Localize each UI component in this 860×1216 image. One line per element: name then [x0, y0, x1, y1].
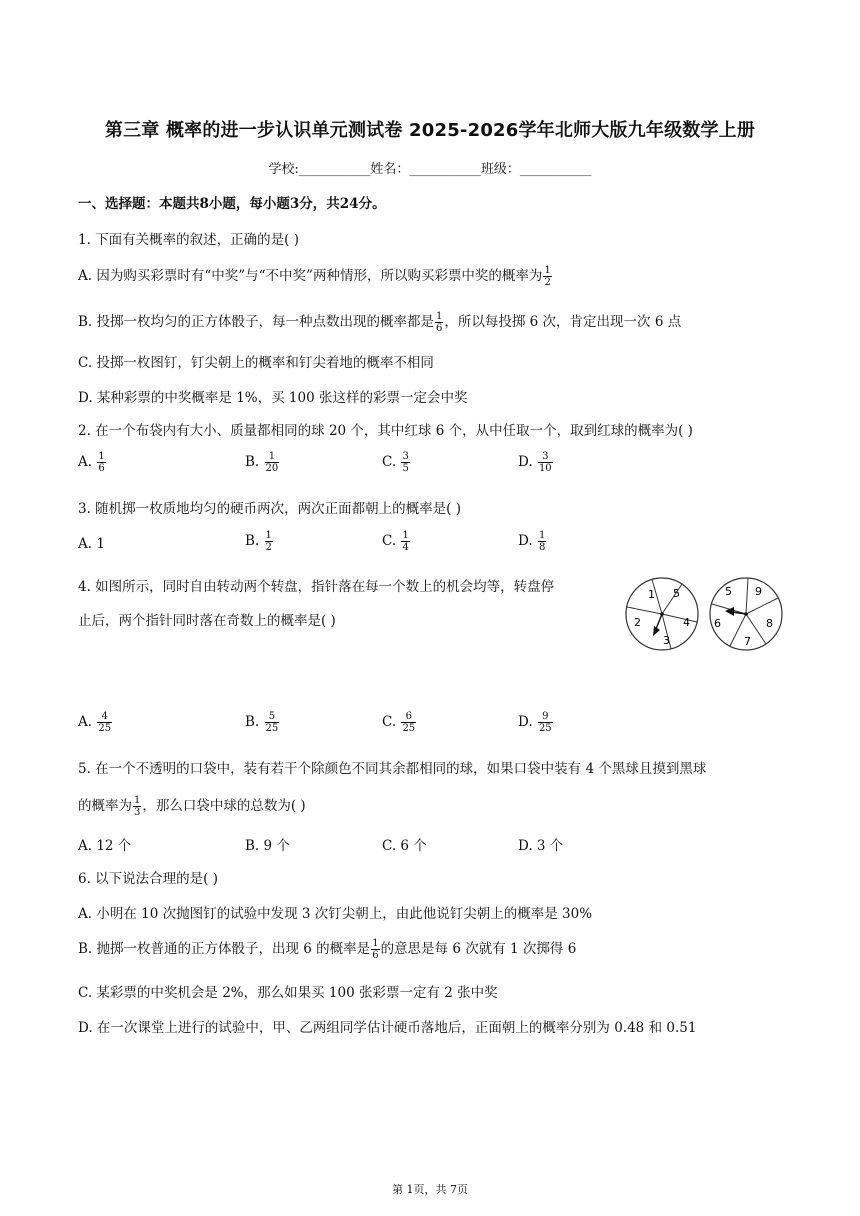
- denominator: 8: [538, 542, 546, 553]
- q1-option-a: [78, 264, 553, 288]
- q3-option-d: [518, 530, 547, 553]
- fraction: [265, 711, 280, 734]
- spinner-2-num: 8: [766, 617, 773, 630]
- q3-option-a: A. 1: [78, 536, 105, 552]
- q1-option-c: C. 投掷一枚图钉，钉尖朝上的概率和钉尖着地的概率不相同: [78, 355, 434, 371]
- fraction: [265, 451, 280, 474]
- spinner-1-num: 2: [634, 616, 641, 629]
- numerator: 4: [97, 711, 112, 723]
- fraction: [97, 711, 112, 734]
- denominator: 2: [544, 277, 551, 288]
- numerator: 1: [402, 530, 409, 541]
- q4-option-c: [382, 711, 417, 734]
- denominator: 6: [372, 950, 379, 961]
- fraction: [401, 711, 416, 734]
- q6-option-b-text-end: 的意思是每 6 次就有 1 次掷得 6: [380, 941, 577, 957]
- numerator: 1: [372, 938, 379, 949]
- q4-stem-line1: 4. 如图所示，同时自由转动两个转盘，指针落在每一个数上的机会均等，转盘停: [78, 579, 555, 595]
- fraction: [435, 311, 443, 334]
- denominator: 6: [98, 463, 105, 474]
- q1-option-b: [78, 310, 681, 334]
- option-label: B.: [245, 454, 260, 470]
- fraction: [543, 265, 551, 288]
- fraction: [265, 530, 273, 553]
- page-title: 第三章 概率的进一步认识单元测试卷 2025-2026学年北师大版九年级数学上册: [104, 120, 756, 141]
- option-label: C.: [382, 714, 397, 730]
- spinner-2-num: 5: [725, 585, 732, 598]
- spinner-1-num: 1: [648, 588, 655, 601]
- q6-option-d: D. 在一次课堂上进行的试验中，甲、乙两组同学估计硬币落地后，正面朝上的概率分别为 0.48 和 0.51: [78, 1020, 697, 1036]
- q6-stem: 6. 以下说法合理的是( ): [78, 871, 218, 887]
- numerator: 1: [436, 311, 443, 322]
- q6-option-b-text: B. 抛掷一枚普通的正方体骰子，出现 6 的概率是: [78, 941, 371, 957]
- numerator: 1: [544, 265, 551, 276]
- spinner-2-num: 7: [744, 635, 751, 648]
- q6-option-a: A. 小明在 10 次抛图钉的试验中发现 3 次钉尖朝上，由此他说钉尖朝上的概率是 30%: [78, 906, 593, 922]
- page-footer: 第 1页，共 7页: [392, 1183, 468, 1196]
- q5-stem-line1: 5. 在一个不透明的口袋中，装有若干个除颜色不同其余都相同的球，如果口袋中装有 4 个黑球且摸到黑球: [78, 761, 707, 777]
- q1-option-d: D. 某种彩票的中奖概率是 1%，买 100 张这样的彩票一定会中奖: [78, 390, 468, 406]
- denominator: 20: [265, 463, 279, 474]
- denominator: 3: [134, 807, 141, 818]
- q1-option-b-text-end: ，所以每投掷 6 次，肯定出现一次 6 点: [444, 314, 682, 330]
- fraction: [538, 530, 546, 553]
- denominator: 5: [402, 463, 409, 474]
- spinner-2-center: [744, 612, 748, 616]
- numerator: 1: [265, 451, 280, 463]
- numerator: 3: [538, 451, 553, 463]
- q4-option-a: [78, 711, 113, 734]
- option-label: C.: [382, 454, 397, 470]
- denominator: 25: [538, 723, 552, 734]
- q4-option-b: [245, 711, 280, 734]
- spinner-2-num: 9: [755, 585, 762, 598]
- spinner-2-num: 6: [714, 617, 721, 630]
- section-heading: 一、选择题：本题共8小题，每小题3分，共24分。: [78, 196, 386, 212]
- q5-option-b: B. 9 个: [245, 838, 290, 854]
- q2-option-a: [78, 451, 107, 474]
- q5-text-end: ，那么口袋中球的总数为( ): [142, 798, 306, 814]
- fraction: [401, 451, 409, 474]
- fraction: [538, 451, 553, 474]
- q4-option-d: [518, 711, 554, 734]
- divider: [746, 578, 748, 614]
- option-label: C.: [382, 533, 397, 549]
- pointer-2: [732, 612, 746, 614]
- option-label: A.: [78, 454, 93, 470]
- denominator: 25: [98, 723, 112, 734]
- numerator: 1: [265, 530, 272, 541]
- q5-option-d: D. 3 个: [518, 838, 564, 854]
- q4-stem-line2: 止后，两个指针同时落在奇数上的概率是( ): [78, 613, 336, 629]
- denominator: 4: [402, 542, 409, 553]
- spinner-1-num: 3: [663, 634, 670, 647]
- divider: [746, 598, 778, 614]
- q5-option-c: C. 6 个: [382, 838, 427, 854]
- spinner-1-center: [660, 612, 664, 616]
- denominator: 6: [436, 323, 443, 334]
- q1-option-a-text: A. 因为购买彩票时有“中奖”与“不中奖”两种情形，所以购买彩票中奖的概率为: [78, 268, 543, 284]
- fraction: [97, 451, 105, 474]
- option-label: D.: [518, 533, 533, 549]
- student-info-line: 学校:___________姓名：___________班级：___________: [268, 162, 592, 177]
- spinner-1-num: 4: [683, 616, 690, 629]
- fraction: [538, 711, 553, 734]
- spinner-1-num: 5: [673, 587, 680, 600]
- numerator: 6: [401, 711, 416, 723]
- q2-option-c: [382, 451, 411, 474]
- spinner-2: [710, 578, 782, 650]
- numerator: 3: [402, 451, 409, 462]
- numerator: 1: [134, 795, 141, 806]
- numerator: 9: [538, 711, 553, 723]
- option-label: B.: [245, 533, 260, 549]
- q3-option-c: [382, 530, 411, 553]
- fraction: [133, 795, 141, 818]
- q5-option-a: A. 12 个: [78, 838, 132, 854]
- spinners-figure: [622, 574, 792, 656]
- q1-option-b-text: B. 投掷一枚均匀的正方体骰子，每一种点数出现的概率都是: [78, 314, 435, 330]
- divider: [627, 607, 662, 614]
- divider: [662, 614, 697, 622]
- q1-stem: 1. 下面有关概率的叙述，正确的是( ): [78, 232, 299, 248]
- option-label: D.: [518, 714, 533, 730]
- denominator: 25: [402, 723, 416, 734]
- q2-option-b: [245, 451, 280, 474]
- pointer-1: [656, 614, 662, 629]
- denominator: 25: [265, 723, 279, 734]
- option-label: A.: [78, 714, 93, 730]
- fraction: [401, 530, 409, 553]
- denominator: 10: [538, 463, 552, 474]
- numerator: 5: [265, 711, 280, 723]
- q3-stem: 3. 随机掷一枚质地均匀的硬币两次，两次正面都朝上的概率是( ): [78, 501, 461, 517]
- q5-text: 的概率为: [78, 798, 132, 814]
- q3-option-b: [245, 530, 274, 553]
- q2-option-d: [518, 451, 554, 474]
- option-label: B.: [245, 714, 260, 730]
- q6-option-b: [78, 937, 576, 961]
- numerator: 1: [538, 530, 546, 541]
- q2-stem: 2. 在一个布袋内有大小、质量都相同的球 20 个，其中红球 6 个，从中任取一个，取到红球的概率为( ): [78, 423, 693, 439]
- denominator: 2: [265, 542, 272, 553]
- spinner-1: [626, 578, 698, 650]
- option-label: D.: [518, 454, 533, 470]
- q5-stem-line2: [78, 794, 306, 818]
- numerator: 1: [98, 451, 105, 462]
- fraction: [371, 938, 379, 961]
- q6-option-c: C. 某彩票的中奖机会是 2%，那么如果买 100 张彩票一定有 2 张中奖: [78, 985, 498, 1001]
